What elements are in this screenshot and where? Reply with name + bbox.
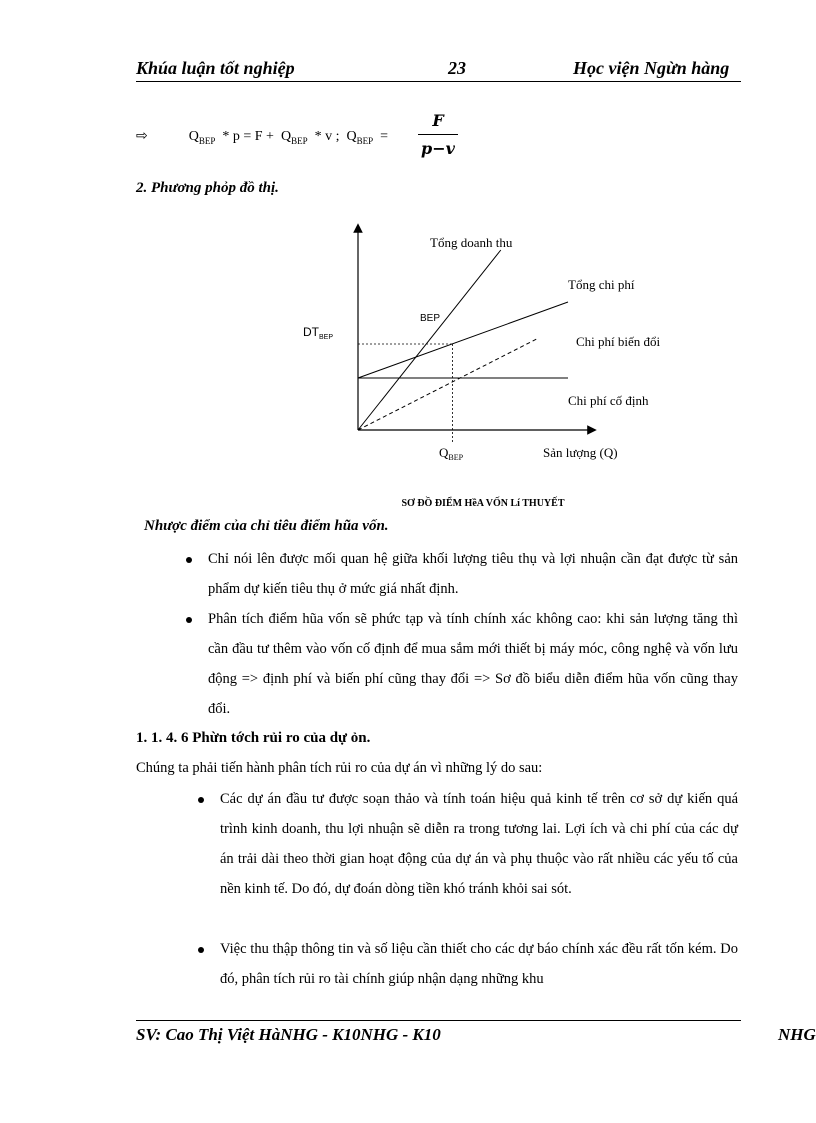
fraction-denominator: p−v <box>421 139 455 158</box>
formula-part-3: = <box>376 129 392 144</box>
series-label-revenue: Tổng doanh thu <box>430 235 513 250</box>
q-symbol: Q <box>280 129 292 144</box>
series-line-variable-cost <box>358 338 539 430</box>
section-2-title: 2. Phương phỏp đồ thị. <box>136 180 279 196</box>
drawback-item-2: Phân tích điểm hũa vốn sẽ phức tạp và tính chính xác không cao: khi sản lượng tăng thì cần đầu tư thêm vào vốn cố định để mua sắm mới thiết bị máy móc, công nghệ và vốn lưu động => định phí và biến phí cũng thay đổi => Sơ đồ biểu diễn điểm hũa vốn cũng thay đổi. <box>208 611 738 717</box>
dt-bep-tick-label: $DT_{BEP}$ <box>303 325 334 341</box>
q-subscript: BEP <box>291 135 308 146</box>
section-3-title: 1. 1. 4. 6 Phừn tớch rủi ro của dự ỏn. <box>136 730 371 746</box>
q-subscript: BEP <box>198 135 216 146</box>
fraction-numerator: F <box>432 111 444 130</box>
implies-arrow-icon: ⇨ <box>136 129 148 144</box>
bullet-dot-icon <box>186 617 192 623</box>
bullet-dot-icon <box>186 557 192 563</box>
footer-author: SV: Cao Thị Việt HàNHG - K10NHG - K10 <box>136 1025 441 1044</box>
reason-item-2: Việc thu thập thông tin và số liệu cần thiết cho các dự báo chính xác đều rất tốn kém. Do đó, phân tích rủi ro tài chính giúp nhận dạng những khu <box>220 941 738 987</box>
header-page-number: 23 <box>448 58 466 78</box>
q-bep-tick-label: $Q_{BEP}$ <box>439 445 464 462</box>
intro-paragraph: Chúng ta phải tiến hành phân tích rủi ro của dự án vì những lý do sau: <box>136 760 543 776</box>
drawbacks-subheading: Nhược điểm của chỉ tiêu điểm hũa vốn. <box>144 518 389 534</box>
drawback-item-1: Chỉ nói lên được mối quan hệ giữa khối lượng tiêu thụ và lợi nhuận cần đạt được từ sản phẩm dự kiến tiêu thụ ở mức giá nhất định. <box>208 551 738 597</box>
header-title-right: Học viện Ngừn hàng <box>573 58 730 78</box>
series-label-fixed-cost: Chi phí cố định <box>568 393 649 408</box>
bullet-dot-icon <box>198 797 204 803</box>
bep-label: BEP <box>420 313 441 324</box>
reason-item-1: Các dự án đầu tư được soạn thảo và tính toán hiệu quả kinh tế trên cơ sở dự kiến quá trình kinh doanh, thu lợi nhuận sẽ diễn ra trong tương lai. Lợi ích và chi phí của các dự án trải dài theo thời gian hoạt động của dự án và phụ thuộc vào rất nhiều các yếu tố của nền kinh tế. Do đó, dự đoán dòng tiền khó tránh khỏi sai sót. <box>220 791 738 897</box>
footer-code: NHG <box>778 1025 816 1044</box>
series-label-total-cost: Tổng chi phí <box>568 277 635 292</box>
series-line-revenue <box>358 250 501 430</box>
formula-part-1: * p = F + <box>218 129 278 144</box>
bullet-dot-icon <box>198 947 204 953</box>
chart-caption: SƠ ĐỒ ĐIỂM HềA VỐN Lí THUYẾT <box>401 498 565 509</box>
series-line-total-cost <box>358 302 568 378</box>
q-symbol: Q <box>188 129 199 144</box>
break-even-chart <box>0 0 816 500</box>
footer-rule <box>136 1020 741 1021</box>
q-symbol: Q <box>346 129 357 144</box>
series-label-variable-cost: Chi phí biến đổi <box>576 334 661 349</box>
header-title-left: Khúa luận tốt nghiệp <box>136 58 295 78</box>
q-subscript: BEP <box>356 135 374 146</box>
formula-part-2: * v ; <box>311 129 343 144</box>
x-axis-label: Sản lượng (Q) <box>543 445 618 460</box>
